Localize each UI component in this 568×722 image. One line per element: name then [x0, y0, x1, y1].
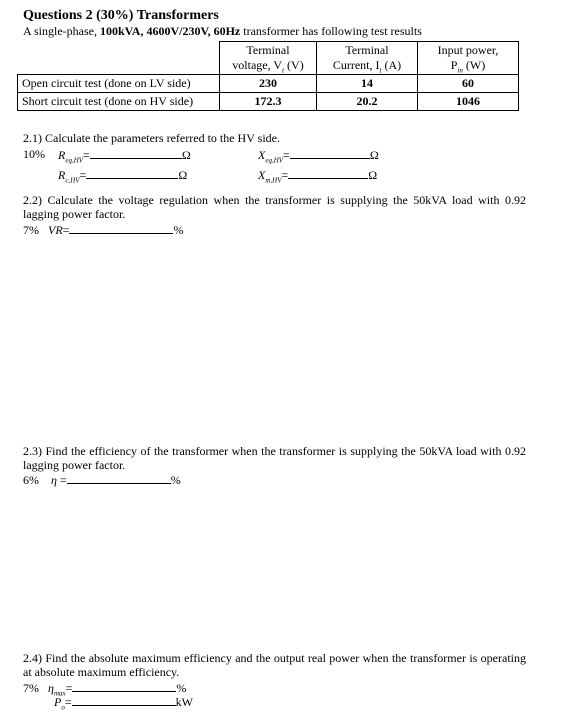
ohm-unit: Ω — [181, 148, 191, 162]
header-blank — [18, 42, 220, 59]
header-current-1: Terminal — [317, 42, 418, 59]
r-eq-sub: eq,HV — [65, 156, 84, 165]
equals: = — [79, 168, 87, 182]
percent-unit: % — [173, 223, 184, 237]
q22-answer — [23, 222, 183, 238]
equals: = — [281, 168, 289, 182]
x-eq-sub: eq,HV — [265, 156, 284, 165]
q21-weight: 10% — [23, 147, 45, 161]
q24-text: 2.4) Find the absolute maximum efficiency and the output real power when the transformer is operating at absolute maximum efficiency. — [23, 651, 526, 679]
power-label: P — [450, 58, 458, 72]
kw-unit: kW — [175, 695, 193, 709]
vr-symbol: VR — [48, 223, 63, 237]
question-intro — [23, 24, 422, 39]
header-voltage-1: Terminal — [220, 42, 317, 59]
cell-current: 14 — [317, 75, 418, 93]
header-voltage-2 — [220, 58, 317, 75]
r-eq-answer — [58, 147, 191, 164]
q24-weight: 7% — [23, 681, 39, 695]
r-c-answer — [58, 167, 187, 184]
x-eq-answer-line[interactable] — [290, 147, 370, 159]
equals: = — [62, 223, 70, 237]
p-out-sub: o — [61, 703, 65, 712]
equals: = — [65, 681, 73, 695]
x-eq-symbol: X — [258, 148, 266, 162]
percent-unit: % — [170, 473, 181, 487]
p-out-answer-line[interactable] — [72, 694, 176, 706]
cell-power: 60 — [418, 75, 519, 93]
p-out-symbol: P — [54, 695, 62, 709]
cell-voltage: 172.3 — [220, 93, 317, 111]
table-row — [18, 93, 519, 111]
table-header-row-2 — [18, 58, 519, 75]
vr-answer-line[interactable] — [69, 222, 173, 234]
q22-text: 2.2) Calculate the voltage regulation when the transformer is supplying the 50kVA load with 0.92 lagging power factor. — [23, 193, 526, 221]
q21-text: 2.1) Calculate the parameters referred to the HV side. — [23, 131, 281, 145]
r-c-answer-line[interactable] — [86, 167, 178, 179]
ohm-unit: Ω — [178, 168, 188, 182]
percent-unit: % — [176, 681, 187, 695]
voltage-sub: t — [282, 66, 285, 75]
header-power-1: Input power, — [418, 42, 519, 59]
r-eq-answer-line[interactable] — [90, 147, 182, 159]
q24-answer-2 — [54, 694, 193, 711]
cell-voltage: 230 — [220, 75, 317, 93]
q22-weight: 7% — [23, 223, 39, 237]
cell-current: 20.2 — [317, 93, 418, 111]
x-eq-answer — [258, 147, 379, 164]
ohm-unit: Ω — [368, 168, 378, 182]
equals: = — [283, 148, 290, 162]
table-row — [18, 75, 519, 93]
header-power-2 — [418, 58, 519, 75]
eta-max-answer-line[interactable] — [72, 680, 176, 692]
current-unit: (A) — [381, 58, 402, 72]
x-m-answer — [258, 167, 377, 184]
table-header-row — [18, 42, 519, 59]
x-m-sub: m,HV — [265, 176, 282, 185]
q23-text: 2.3) Find the efficiency of the transformer when the transformer is supplying the 50kVA load with 0.92 lagging power factor. — [23, 444, 526, 472]
intro-bold: 100kVA, 4600V/230V, 60Hz — [100, 24, 241, 38]
eta-answer-line[interactable] — [67, 472, 171, 484]
current-label: Current, I — [332, 58, 380, 72]
voltage-unit: (V) — [284, 58, 304, 72]
ohm-unit: Ω — [369, 148, 379, 162]
q23-weight: 6% — [23, 473, 39, 487]
x-m-answer-line[interactable] — [288, 167, 368, 179]
r-c-symbol: R — [58, 168, 66, 182]
voltage-label: voltage, V — [232, 58, 283, 72]
row-label: Open circuit test (done on LV side) — [18, 75, 220, 93]
question-title: Questions 2 (30%) Transformers — [23, 8, 219, 23]
equals: = — [64, 695, 72, 709]
header-blank-2 — [18, 58, 220, 75]
q23-answer — [23, 472, 181, 488]
power-unit: (W) — [462, 58, 486, 72]
eta-symbol: η — [51, 473, 57, 487]
equals: = — [59, 473, 67, 487]
eta-max-symbol: η — [48, 681, 54, 695]
row-label: Short circuit test (done on HV side) — [18, 93, 220, 111]
equals: = — [83, 148, 90, 162]
intro-plain: A single-phase, — [23, 24, 100, 38]
eta-max-sub: max — [53, 689, 66, 698]
header-current-2 — [317, 58, 418, 75]
intro-rest: transformer has following test results — [240, 24, 422, 38]
x-m-symbol: X — [258, 168, 266, 182]
power-sub: in — [457, 66, 463, 75]
current-sub: t — [379, 66, 382, 75]
r-eq-symbol: R — [58, 148, 66, 162]
test-results-table — [17, 41, 519, 111]
r-c-sub: c,HV — [65, 176, 80, 185]
cell-power: 1046 — [418, 93, 519, 111]
